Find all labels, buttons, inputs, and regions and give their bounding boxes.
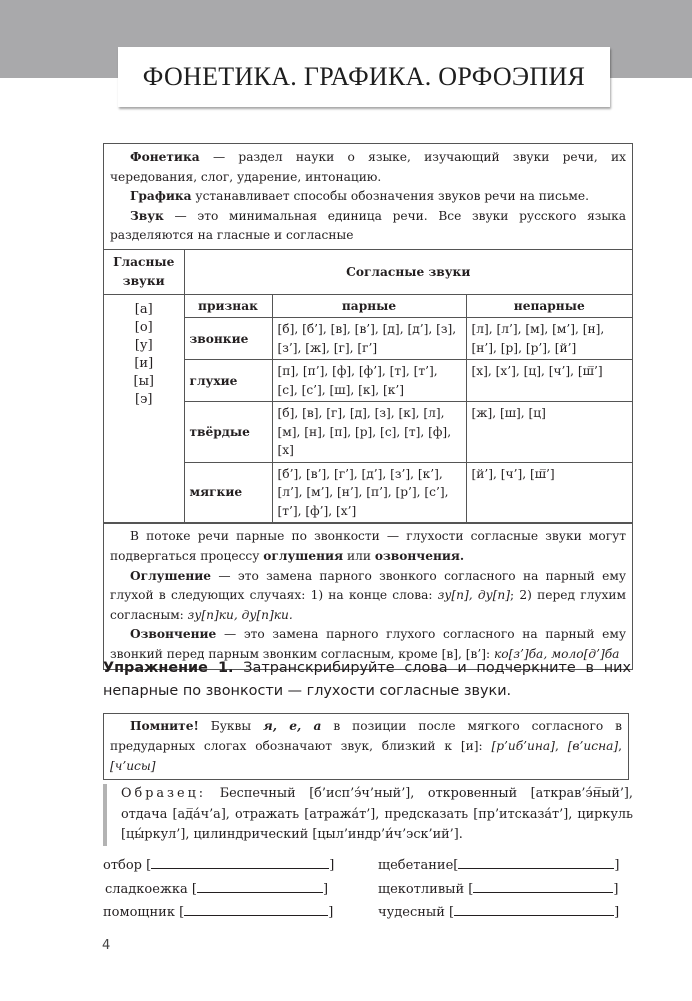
exercise-heading — [103, 657, 631, 703]
example: [в’исна] — [567, 738, 619, 753]
exercise-label: Упражнение 1. — [103, 660, 234, 676]
vowel: [ы] — [133, 373, 154, 389]
unpaired-cell: [л], [л’], [м], [м’], [н], [н’], [р], [р’], [й’] — [466, 318, 632, 360]
text: в позиции после мягкого согласного в предударных слогах обозначают звук, близкий к [и]: — [110, 719, 623, 753]
word: щебетание[ — [378, 858, 459, 873]
vowel: [у] — [134, 337, 153, 353]
vowels-header: Гласные звуки — [104, 249, 184, 294]
example: [ч’исы] — [110, 758, 156, 773]
term-phonetics: Фонетика — [130, 150, 200, 164]
def-sound: — это минимальная единица речи. Все звуки русского языка разделяются на гласные и согласные — [110, 208, 626, 243]
sample-label: Образец: — [121, 786, 207, 801]
paired-cell: [п], [п’], [ф], [ф’], [т], [т’], [с], [с’], [ш], [к], [к’] — [272, 360, 466, 402]
bracket: ] — [614, 858, 620, 873]
unpaired-cell: [й’], [ч’], [ш̅’] — [466, 462, 632, 523]
letters: я, е, а — [263, 719, 322, 733]
bracket: ] — [329, 858, 335, 873]
def-graphics: устанавливает способы обозначения звуков речи на письме. — [191, 189, 589, 204]
paired-cell: [б], [в], [г], [д], [з], [к], [л], [м], [н], [п], [р], [с], [т], [ф], [х] — [272, 402, 466, 463]
feature-cell: твёрдые — [184, 402, 272, 463]
word-list-left — [103, 854, 334, 925]
bracket: ] — [614, 905, 620, 920]
sample-text — [121, 784, 633, 846]
term-voicing: Озвончение — [130, 627, 217, 642]
sounds-table — [104, 249, 632, 524]
bracket: ] — [613, 881, 619, 897]
table-row — [104, 402, 632, 463]
feature-cell: мягкие — [184, 462, 272, 523]
table-row — [104, 360, 632, 402]
word-item — [103, 854, 334, 878]
feature-cell: звонкие — [184, 318, 272, 360]
stream-paragraph — [110, 527, 626, 566]
word: чудесный [ — [378, 905, 455, 920]
vowel: [э] — [135, 391, 153, 407]
text: ; 2) перед глухим согласным: — [110, 588, 626, 622]
word-item — [103, 901, 334, 925]
phonetics-definition — [110, 148, 626, 187]
transcription-blank[interactable] — [473, 878, 613, 893]
table-header-row — [104, 249, 632, 294]
transcription-blank[interactable] — [197, 878, 323, 893]
word-item — [378, 878, 619, 902]
col-paired: парные — [272, 294, 466, 318]
text: В потоке речи парные по звонкости — глухости согласные звуки могут подвергаться процессу — [110, 529, 626, 564]
term-graphics: Графика — [130, 189, 192, 204]
text: Буквы — [198, 719, 263, 733]
word-item — [103, 878, 334, 902]
sample-transcriptions: Беспечный [б’исп’э́ч’ный’], откровенный [аткрав’э́н̅ый’], отдача [ад̅а́ч’а], отражать [атража́т’], предсказать [пр’итсказа́т’], циркуль [цы́ркул’], цилиндрический [цыл’индр’и́ч’эск’ий’]. — [121, 786, 633, 842]
remember-box — [103, 713, 629, 780]
word: отбор [ — [103, 858, 152, 873]
consonants-header: Согласные звуки — [184, 249, 632, 294]
devoicing-paragraph — [110, 567, 626, 626]
sample-block — [103, 784, 633, 846]
transcription-blank[interactable] — [151, 854, 329, 869]
example: ко[з’]ба, моло[д’]ба — [493, 647, 620, 662]
paired-cell: [б’], [в’], [г’], [д’], [з’], [к’], [л’], [м’], [н’], [п’], [р’], [с’], [т’], [ф’], [х’] — [272, 462, 466, 523]
remember-label: Помните! — [130, 719, 199, 733]
example: [р’иб’ина] — [491, 738, 555, 753]
def-phonetics: — раздел науки о языке, изучающий звуки речи, их чередования, слог, ударение, интонацию. — [110, 150, 626, 184]
example: зу[п]ки, ду[п]ки. — [187, 607, 293, 622]
bracket: ] — [328, 905, 334, 920]
term-devoicing: Оглушение — [130, 568, 212, 583]
paired-cell: [б], [б’], [в], [в’], [д], [д’], [з], [з’], [ж], [г], [г’] — [272, 318, 466, 360]
text: или — [343, 549, 375, 564]
unpaired-cell: [ж], [ш], [ц] — [466, 402, 632, 463]
word-item — [378, 901, 619, 925]
transcription-blank[interactable] — [184, 901, 328, 916]
text: — это замена парного звонкого согласного на парный ему глухой в следующих случаях: 1) на конце слова: — [110, 568, 626, 603]
vowel: [и] — [134, 355, 154, 371]
word: помощник [ — [103, 905, 185, 920]
term-voicing-inline: озвончения. — [374, 549, 465, 564]
term-devoicing-inline: оглушения — [263, 549, 344, 564]
text: — это замена парного глухого согласного на парный ему звонкий перед парным звонким согласным, кроме [в], [в’]: — [110, 627, 626, 662]
term-sound: Звук — [130, 208, 164, 223]
sound-definition — [110, 207, 626, 246]
transcription-blank[interactable] — [454, 901, 614, 916]
word-list-right — [378, 854, 619, 925]
word: сладкоежка [ — [105, 881, 197, 897]
theory-frame — [103, 143, 633, 670]
vowel: [а] — [134, 301, 153, 317]
table-row — [104, 318, 632, 360]
intro-block — [104, 144, 632, 249]
example: зу[п], ду[п] — [437, 588, 511, 603]
exercise-instructions: Затранскрибируйте слова и подчеркните в них непарные по звонкости — глухости согласные звуки. — [103, 660, 631, 699]
outro-block — [104, 523, 632, 668]
vowels-list — [104, 294, 184, 523]
page-number: 4 — [102, 938, 111, 953]
vowel: [о] — [134, 319, 153, 335]
col-feature: признак — [184, 294, 272, 318]
table-row — [104, 462, 632, 523]
remember-text: Помните! Буквы я, е, а в позиции после мягкого согласного в предударных слогах обозначают звук, близкий к [и]: [р’иб’ина], [в’исна], [ч’исы] — [110, 719, 623, 773]
graphics-definition — [110, 187, 626, 207]
word-item — [378, 854, 619, 878]
transcription-blank[interactable] — [458, 854, 614, 869]
feature-cell: глухие — [184, 360, 272, 402]
unpaired-cell: [х], [х’], [ц], [ч’], [ш̅’] — [466, 360, 632, 402]
bracket: ] — [322, 881, 329, 897]
word: щекотливый [ — [378, 881, 474, 897]
table-subheader-row — [104, 294, 632, 318]
col-unpaired: непарные — [466, 294, 632, 318]
title-box — [118, 47, 610, 107]
page-title: ФОНЕТИКА. ГРАФИКА. ОРФОЭПИЯ — [142, 62, 586, 91]
